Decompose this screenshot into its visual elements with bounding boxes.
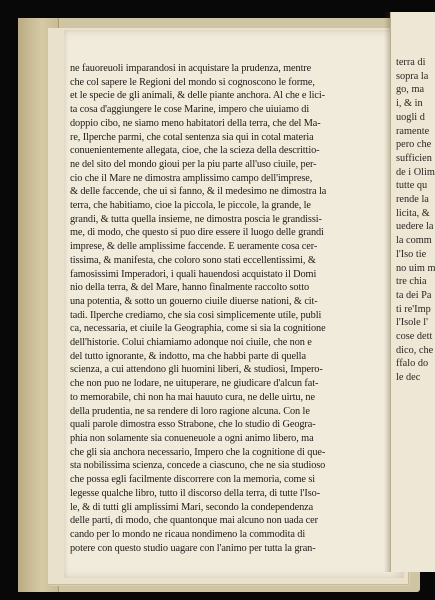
left-page-text-block xyxy=(70,62,370,555)
text-line-27: quali parole dimostra esso Strabone, che lo studio di Geogra- xyxy=(70,419,316,431)
book xyxy=(18,18,420,592)
text-line-3: et le specie de gli animali, & delle piante anchora. Al che e lici- xyxy=(70,90,325,102)
text-line-30: sta nobilissima scienza, concede a ciascuno, che ne sia studioso xyxy=(70,460,326,472)
right-page-line-19: ti re'Imp xyxy=(396,303,431,315)
text-line-14: imprese, & delle amplissime faccende. E ueramente cosa cer- xyxy=(70,241,318,253)
right-page-text-block xyxy=(396,56,435,385)
text-line-23: scienza, a cui attendono gli huomini liberi, & studiosi, Impero- xyxy=(70,364,323,376)
right-page-line-3: go, ma xyxy=(396,84,425,96)
text-line-20: ca, necessaria, et ciuile la Geographia, come si sia la cognitione xyxy=(70,323,326,335)
text-line-28: phia non solamente sia conueneuole a ogni animo libero, ma xyxy=(70,432,314,444)
text-line-6: re, Ilperche parmi, che cotal sentenza sia qui in cotal materia xyxy=(70,131,314,143)
text-line-25: to memorabile, chi non ha mai hauuto cura, ne delle uirtu, ne xyxy=(70,391,315,403)
text-line-15: tissima, & manifesta, che coloro sono stati eccellentissimi, & xyxy=(70,254,316,266)
text-line-29: che gli sia anchora necessario, Impero che la cognitione di que- xyxy=(70,446,326,458)
text-line-12: grandi, & tutta quella insieme, ne dimostra poscia le grandissi- xyxy=(70,213,322,225)
right-page-line-21: cose dett xyxy=(396,331,433,343)
text-line-11: terra, che habitiamo, cioe la piccola, le piccole, la grande, le xyxy=(70,200,311,212)
right-page-line-17: tre chia xyxy=(396,276,427,288)
text-line-18: una potentia, & sotto un gouerno ciuile diuerse nationi, & cit- xyxy=(70,295,318,307)
right-page-line-4: i, & in xyxy=(396,98,423,110)
right-page-line-2: sopra la xyxy=(396,70,429,82)
right-page-line-1: terra di xyxy=(396,57,426,68)
text-line-32: legesse qualche libro, tutto il discorso della terra, di tutte l'Iso- xyxy=(70,487,321,499)
right-page-line-16: no uim m xyxy=(396,262,435,274)
text-line-36: potere con questo studio uagare con l'animo per tutta la gran- xyxy=(70,542,316,554)
text-line-5: doppio cibo, ne siamo meno habitatori della terra, che del Ma- xyxy=(70,117,321,129)
right-page-line-13: uedere la xyxy=(396,221,434,233)
text-line-34: delle parti, di modo, che quantonque mai alcuno non uada cer xyxy=(70,515,318,527)
text-line-8: ne del sito del mondo gioui per la piu parte all'uso ciuile, per- xyxy=(70,158,317,170)
text-line-2: che col sapere le Regioni del mondo si cognoscono le forme, xyxy=(70,76,315,88)
text-line-10: & delle faccende, che ui si fanno, & il medesimo ne dimostra la xyxy=(70,186,327,198)
text-line-35: cando per lo mondo ne ricaua nondimeno la commodita di xyxy=(70,528,306,540)
text-line-16: famosissimi Imperadori, i quali hauendosi acquistato il Domi xyxy=(70,268,317,280)
right-page-line-5: uogli d xyxy=(396,111,425,123)
right-page-line-8: sufficien xyxy=(396,152,432,164)
text-line-24: che non puo ne lodare, ne uituperare, ne giudicare d'alcun fat- xyxy=(70,378,319,390)
right-page-line-10: tutte qu xyxy=(396,180,428,192)
text-line-26: della prudentia, ne sa rendere di loro ragione alcuna. Con le xyxy=(70,405,310,417)
text-line-9: cio che il Mare ne dimostra amplissimo campo dell'imprese, xyxy=(70,172,313,184)
text-line-1: ne fauoreuoli imparandosi in acquistare la prudenza, mentre xyxy=(70,63,312,74)
text-line-17: nio della terra, & del Mare, hanno finalmente raccolto sotto xyxy=(70,282,310,294)
text-line-33: le, & di tutti gli amplissimi Mari, secondo la condependenza xyxy=(70,501,314,513)
right-page xyxy=(390,12,435,572)
text-line-19: tadi. Ilperche crediamo, che sia cosi simplicemente utile, publi xyxy=(70,309,322,321)
text-line-22: del tutto ignorante, & indotto, ma che habbi parte di quella xyxy=(70,350,306,362)
right-page-line-9: de i Olim xyxy=(396,166,435,178)
right-page-line-11: rende la xyxy=(396,194,429,206)
right-page-line-23: ffalo do xyxy=(396,358,429,370)
text-line-31: che possa egli facilmente discorrere con la memoria, come si xyxy=(70,474,316,486)
right-page-line-15: l'Iso tie xyxy=(396,248,427,260)
right-page-line-18: ta dei Pa xyxy=(396,289,432,301)
text-line-21: dell'historie. Colui chiamiamo adonque noi ciuile, che non e xyxy=(70,337,312,349)
right-page-line-12: licita, & xyxy=(396,207,430,219)
text-line-4: ta cosa d'aggiungere le cose Marine, impero che uiuiamo di xyxy=(70,104,310,116)
right-page-line-20: l'Isole l' xyxy=(396,317,429,329)
right-page-line-24: le dec xyxy=(396,372,421,384)
text-line-7: conuenientemente allegata, cioe, che la scieza della descrittio- xyxy=(70,145,320,157)
right-page-line-7: pero che xyxy=(396,139,432,151)
text-line-13: me, di modo, che questo si puo dire essere il luogo delle grandi xyxy=(70,227,324,239)
right-page-line-22: dico, che xyxy=(396,344,434,356)
right-page-line-14: la comm xyxy=(396,235,432,247)
right-page-line-6: ramente xyxy=(396,125,430,137)
